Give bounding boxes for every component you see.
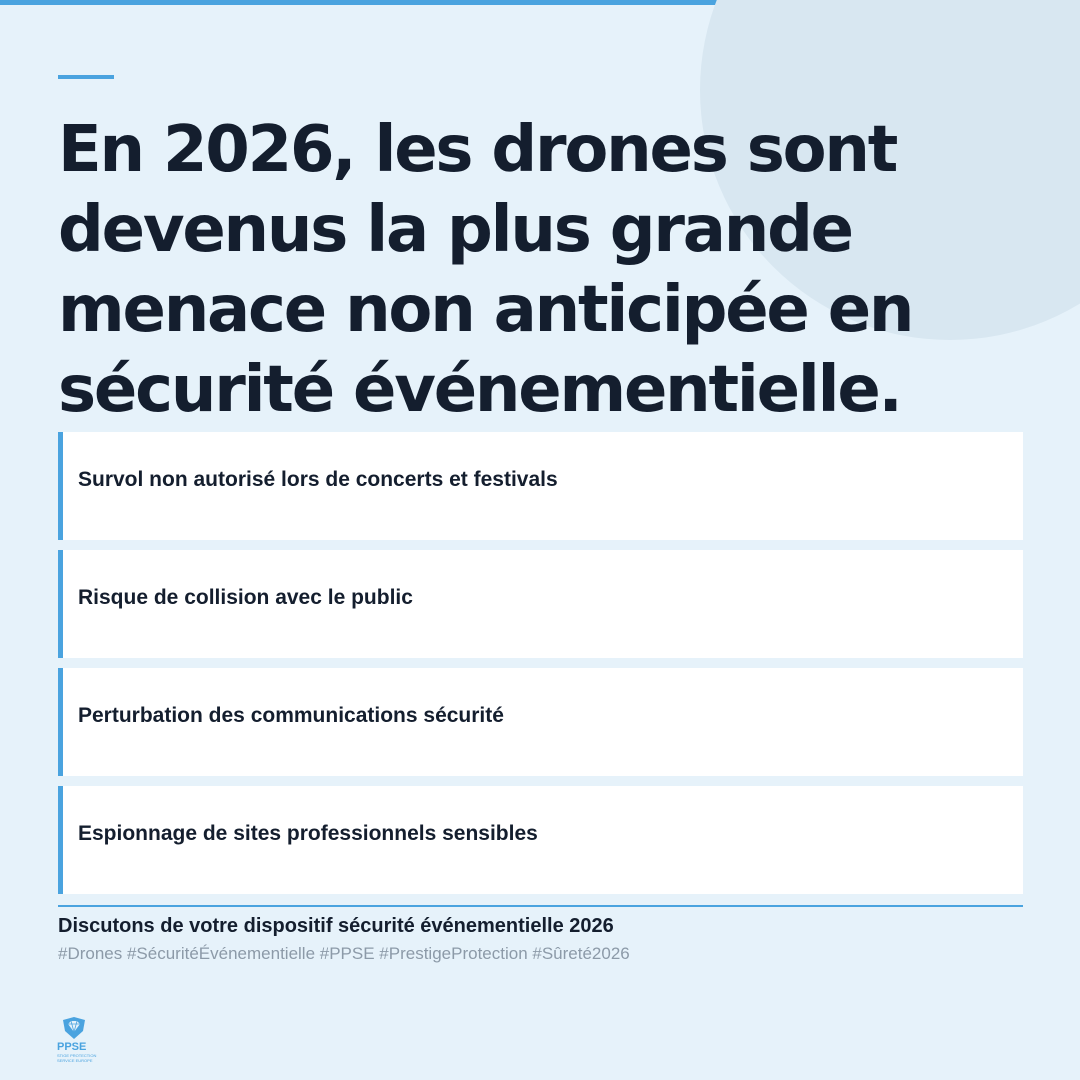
point-text: Survol non autorisé lors de concerts et festivals (78, 468, 558, 491)
hashtags: #Drones #SécuritéÉvénementielle #PPSE #PrestigeProtection #Sûreté2026 (58, 944, 630, 963)
point-card (58, 786, 1023, 894)
headline-accent-line (58, 75, 114, 79)
call-to-action: Discutons de votre dispositif sécurité événementielle 2026 (58, 915, 614, 937)
brand-logo (56, 1016, 100, 1068)
logo-name: PPSE (57, 1041, 87, 1053)
point-card (58, 668, 1023, 776)
points-list (58, 432, 1023, 904)
headline: En 2026, les drones sont devenus la plus grande menace non anticipée en sécurité événementielle. (58, 113, 913, 427)
logo-tagline: STIGE PROTECTION SERVICE EUROPE (57, 1053, 97, 1063)
point-card (58, 432, 1023, 540)
point-text: Risque de collision avec le public (78, 586, 413, 609)
footer-divider (58, 905, 1023, 907)
point-text: Perturbation des communications sécurité (78, 704, 504, 727)
shield-diamond-icon (56, 1016, 100, 1040)
point-text: Espionnage de sites professionnels sensibles (78, 822, 538, 845)
point-card (58, 550, 1023, 658)
